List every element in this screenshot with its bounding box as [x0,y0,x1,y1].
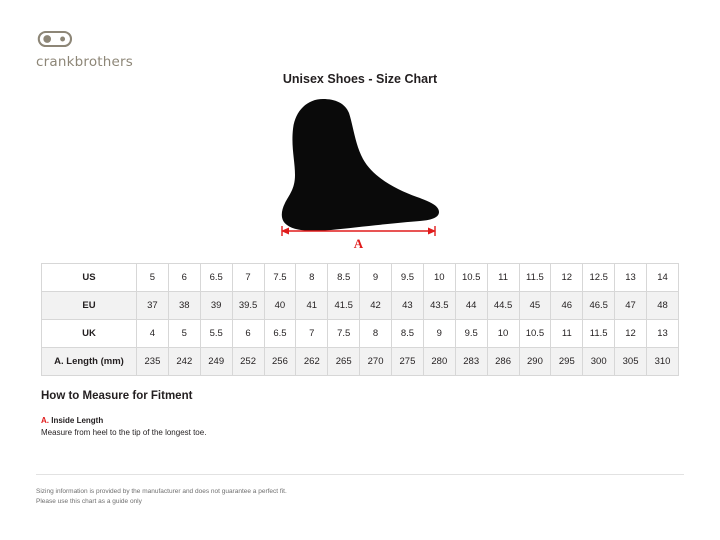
measure-label-a: A [353,236,364,251]
table-cell: 6 [232,320,264,348]
table-cell: 6.5 [200,264,232,292]
length-measure-indicator [281,226,436,256]
table-cell: 10 [423,264,455,292]
how-to-measure-heading: How to Measure for Fitment [41,390,193,402]
table-cell: 10 [487,320,519,348]
table-cell: 235 [137,348,169,376]
brand-logo [36,28,226,70]
table-cell: 42 [360,292,392,320]
table-cell: 10.5 [455,264,487,292]
table-cell: 286 [487,348,519,376]
table-cell: 283 [455,348,487,376]
table-cell: 12 [615,320,647,348]
table-cell: 13 [615,264,647,292]
table-cell: 6 [168,264,200,292]
table-row [42,348,679,376]
measure-item-marker: A. [41,416,49,425]
table-cell: 310 [647,348,679,376]
table-cell: 290 [519,348,551,376]
measure-item-description: Measure from heel to the tip of the longest toe. [41,428,207,437]
measure-item-name: Inside Length [51,416,104,425]
table-cell: 14 [647,264,679,292]
table-cell: 43.5 [423,292,455,320]
brand-name: crankbrothers [36,54,134,70]
table-cell: 5.5 [200,320,232,348]
table-cell: 46.5 [583,292,615,320]
table-cell: 305 [615,348,647,376]
table-cell: 43 [392,292,424,320]
table-cell: 300 [583,348,615,376]
table-cell: 39.5 [232,292,264,320]
table-cell: 256 [264,348,296,376]
table-cell: 12 [551,264,583,292]
size-table [41,263,679,376]
table-cell: 37 [137,292,169,320]
table-cell: 9 [360,264,392,292]
how-to-measure-section [41,390,541,437]
row-header: US [42,264,137,292]
table-cell: 47 [615,292,647,320]
table-cell: 8.5 [328,264,360,292]
table-cell: 12.5 [583,264,615,292]
table-cell: 262 [296,348,328,376]
table-cell: 46 [551,292,583,320]
table-cell: 265 [328,348,360,376]
table-cell: 8 [296,264,328,292]
table-cell: 7.5 [264,264,296,292]
table-cell: 13 [647,320,679,348]
table-cell: 9.5 [392,264,424,292]
table-cell: 40 [264,292,296,320]
table-cell: 280 [423,348,455,376]
table-cell: 8 [360,320,392,348]
table-cell: 44 [455,292,487,320]
table-cell: 11.5 [519,264,551,292]
table-cell: 275 [392,348,424,376]
table-row [42,320,679,348]
table-cell: 11 [551,320,583,348]
table-cell: 252 [232,348,264,376]
footnote [36,487,556,507]
table-cell: 11.5 [583,320,615,348]
row-header: EU [42,292,137,320]
table-cell: 10.5 [519,320,551,348]
table-cell: 8.5 [392,320,424,348]
table-cell: 242 [168,348,200,376]
table-cell: 41.5 [328,292,360,320]
table-cell: 9 [423,320,455,348]
table-cell: 295 [551,348,583,376]
table-row [42,292,679,320]
measure-item-title [41,416,541,425]
row-header: UK [42,320,137,348]
table-row [42,264,679,292]
table-cell: 6.5 [264,320,296,348]
table-cell: 7 [296,320,328,348]
table-cell: 4 [137,320,169,348]
table-cell: 5 [168,320,200,348]
table-cell: 44.5 [487,292,519,320]
table-cell: 270 [360,348,392,376]
footer-divider [36,474,684,475]
row-header: A. Length (mm) [42,348,137,376]
table-cell: 41 [296,292,328,320]
crank-arm-logo-icon [36,28,226,50]
footnote-line-2: Please use this chart as a guide only [36,498,142,506]
table-cell: 11 [487,264,519,292]
table-cell: 9.5 [455,320,487,348]
table-cell: 7 [232,264,264,292]
table-cell: 38 [168,292,200,320]
footnote-line-1: Sizing information is provided by the manufacturer and does not guarantee a perfect fit. [36,488,287,495]
table-cell: 48 [647,292,679,320]
table-cell: 5 [137,264,169,292]
table-cell: 39 [200,292,232,320]
table-cell: 45 [519,292,551,320]
table-cell: 7.5 [328,320,360,348]
page-title: Unisex Shoes - Size Chart [282,72,438,86]
table-cell: 249 [200,348,232,376]
